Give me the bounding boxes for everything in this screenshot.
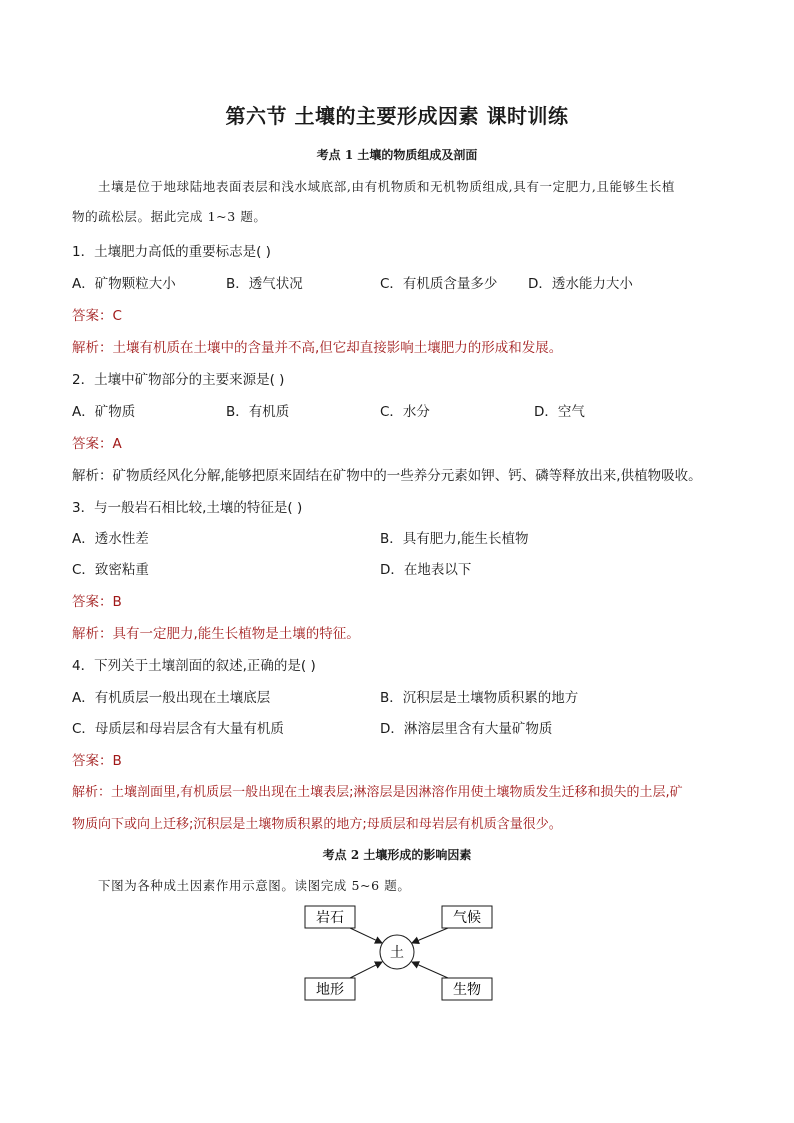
question-3-option-d: D．在地表以下	[380, 562, 472, 578]
question-4-analysis-line-1: 解析：土壤剖面里,有机质层一般出现在土壤表层;淋溶层是因淋溶作用使土壤物质发生迁移和损失的土层,矿	[72, 785, 683, 800]
question-1-option-d: D．透水能力大小	[528, 276, 633, 292]
question-2-stem: 2．土壤中矿物部分的主要来源是( )	[72, 372, 285, 388]
question-4-option-c: C．母质层和母岩层含有大量有机质	[72, 721, 284, 737]
question-3-option-b: B．具有肥力,能生长植物	[380, 531, 529, 547]
question-3-stem: 3．与一般岩石相比较,土壤的特征是( )	[72, 500, 303, 516]
intro-text-2: 下图为各种成土因素作用示意图。读图完成 5~6 题。	[98, 878, 411, 893]
question-4-option-d: D．淋溶层里含有大量矿物质	[380, 721, 553, 737]
question-1-analysis: 解析：土壤有机质在土壤中的含量并不高,但它却直接影响土壤肥力的形成和发展。	[72, 340, 563, 356]
question-4-analysis-line-2: 物质向下或向上迁移;沉积层是土壤物质积累的地方;母质层和母岩层有机质含量很少。	[72, 817, 562, 832]
question-2-option-d: D．空气	[534, 404, 585, 420]
question-4-stem: 4．下列关于土壤剖面的叙述,正确的是( )	[72, 658, 316, 674]
question-2-option-b: B．有机质	[226, 404, 290, 420]
intro-text-line-1: 土壤是位于地球陆地表面表层和浅水域底部,由有机物质和无机物质组成,具有一定肥力,且能够生长植	[98, 179, 676, 194]
question-1-stem: 1．土壤肥力高低的重要标志是( )	[72, 244, 271, 260]
question-2-answer: 答案：A	[72, 436, 122, 452]
question-4-option-a: A．有机质层一般出现在土壤底层	[72, 690, 271, 706]
section-heading-1: 考点 1 土壤的物质组成及剖面	[316, 148, 478, 162]
question-3-answer: 答案：B	[72, 594, 122, 610]
intro-text-line-2: 物的疏松层。据此完成 1~3 题。	[72, 209, 267, 224]
question-2-option-c: C．水分	[380, 404, 430, 420]
question-3-option-a: A．透水性差	[72, 531, 149, 547]
climate-arrow	[412, 928, 448, 943]
question-1-option-a: A．矿物颗粒大小	[72, 276, 176, 292]
section-heading-2: 考点 2 土壤形成的影响因素	[322, 848, 472, 862]
question-2-option-a: A．矿物质	[72, 404, 136, 420]
page-title: 第六节 土壤的主要形成因素 课时训练	[225, 104, 569, 128]
question-2-analysis: 解析：矿物质经风化分解,能够把原来固结在矿物中的一些养分元素如钾、钙、磷等释放出来,供植物吸收。	[72, 468, 702, 484]
terrain-arrow	[350, 962, 382, 978]
biology-label: 生物	[453, 982, 481, 998]
soil-label: 土	[390, 945, 404, 961]
rock-label: 岩石	[316, 910, 344, 926]
question-3-analysis: 解析：具有一定肥力,能生长植物是土壤的特征。	[72, 626, 360, 642]
question-4-option-b: B．沉积层是土壤物质积累的地方	[380, 690, 579, 706]
biology-arrow	[412, 962, 448, 978]
question-1-answer: 答案：C	[72, 308, 122, 324]
terrain-label: 地形	[316, 982, 344, 998]
climate-label: 气候	[453, 910, 481, 926]
question-4-answer: 答案：B	[72, 753, 122, 769]
rock-arrow	[350, 928, 382, 943]
question-1-option-c: C．有机质含量多少	[380, 276, 498, 292]
soil-factors-diagram	[300, 900, 500, 1010]
question-3-option-c: C．致密粘重	[72, 562, 149, 578]
question-1-option-b: B．透气状况	[226, 276, 303, 292]
